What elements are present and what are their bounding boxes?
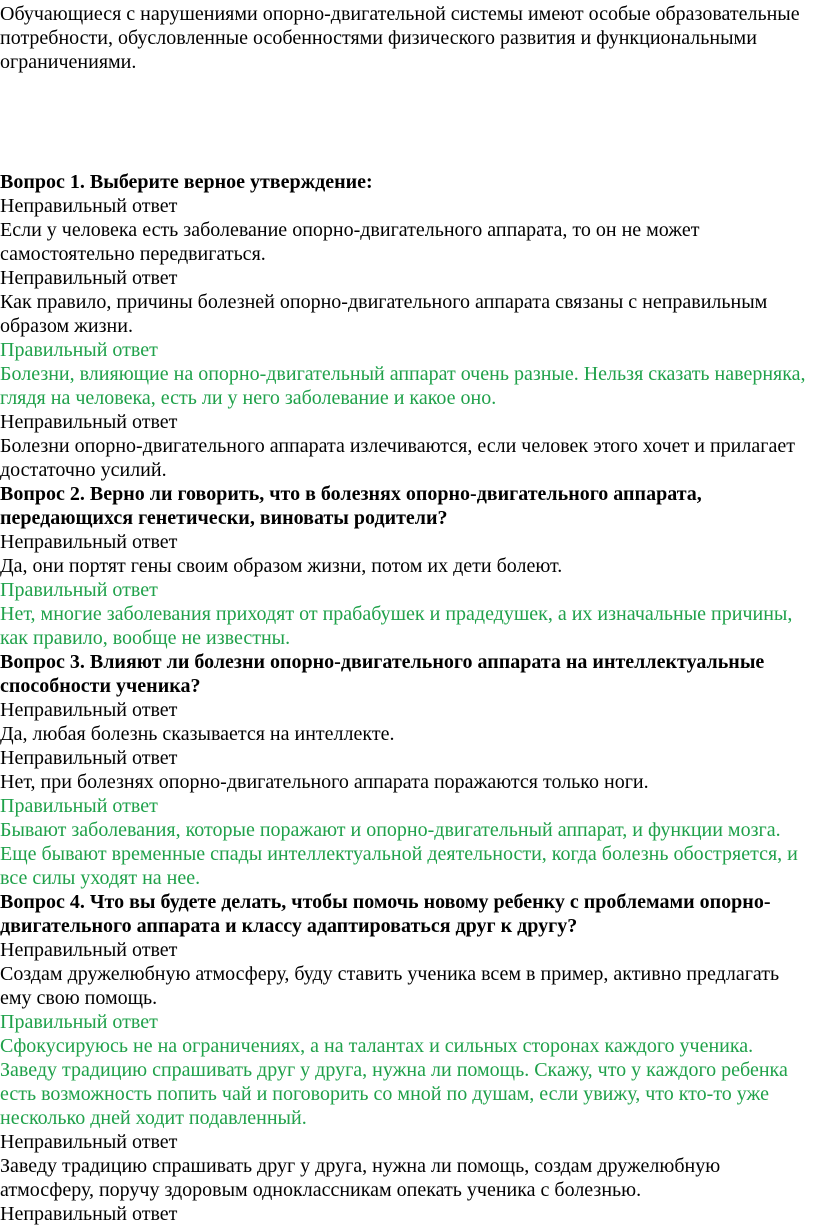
question-title: Вопрос 1. Выберите верное утверждение: (0, 171, 373, 193)
answer-text: Да, они портят гены своим образом жизни, потом их дети болеют. (0, 555, 563, 577)
question-block-2 (0, 482, 814, 650)
answer-label-incorrect: Неправильный ответ (0, 267, 178, 289)
answer-label-correct: Правильный ответ (0, 795, 158, 817)
answer-label-incorrect: Неправильный ответ (0, 531, 178, 553)
answer-text-correct: Нет, многие заболевания приходят от прабабушек и прадедушек, а их изначальные причины, как правило, вообще не известны. (0, 603, 793, 649)
document-page (0, 2, 814, 1226)
answer-label-correct: Правильный ответ (0, 579, 158, 601)
answer-text: Создам дружелюбную атмосферу, буду ставить ученика всем в пример, активно предлагать ему свою помощь. (0, 963, 780, 1009)
answer-label-correct: Правильный ответ (0, 339, 158, 361)
answer-text: Заведу традицию спрашивать друг у друга, нужна ли помощь, создам дружелюбную атмосферу, поручу здоровым одноклассникам опекать ученика с болезнью. (0, 1155, 721, 1201)
question-title: Вопрос 3. Влияют ли болезни опорно-двигательного аппарата на интеллектуальные способности ученика? (0, 651, 765, 697)
answer-label-correct: Правильный ответ (0, 1011, 158, 1033)
question-title: Вопрос 2. Верно ли говорить, что в болезнях опорно-двигательного аппарата, передающихся генетически, виноваты родители? (0, 483, 702, 529)
answer-text-correct: Бывают заболевания, которые поражают и опорно-двигательный аппарат, и функции мозга. Еще бывают временные спады интеллектуальной деятельности, когда болезнь обостряется, и все силы уходят на нее. (0, 819, 798, 889)
answer-label-incorrect: Неправильный ответ (0, 1203, 178, 1225)
spacer (0, 74, 814, 170)
question-block-4 (0, 890, 814, 1226)
answer-text-correct: Болезни, влияющие на опорно-двигательный аппарат очень разные. Нельзя сказать наверняка, глядя на человека, есть ли у него заболевание и какое оно. (0, 363, 806, 409)
answer-label-incorrect: Неправильный ответ (0, 1131, 178, 1153)
question-title: Вопрос 4. Что вы будете делать, чтобы помочь новому ребенку с проблемами опорно-двигательного аппарата и классу адаптироваться друг к другу? (0, 891, 771, 937)
intro-paragraph: Обучающиеся с нарушениями опорно-двигательной системы имеют особые образовательные потребности, обусловленные особенностями физического развития и функциональными ограничениями. (0, 3, 800, 73)
answer-text: Нет, при болезнях опорно-двигательного аппарата поражаются только ноги. (0, 771, 649, 793)
answer-label-incorrect: Неправильный ответ (0, 411, 178, 433)
answer-label-incorrect: Неправильный ответ (0, 747, 178, 769)
answer-text-correct: Сфокусируюсь не на ограничениях, а на талантах и сильных сторонах каждого ученика. Заведу традицию спрашивать друг у друга, нужна ли помощь. Скажу, что у каждого ребенка есть возможность попить чай и поговорить со мной по душам, если увижу, что кто-то уже несколько дней ходит подавленный. (0, 1035, 788, 1129)
answer-text: Как правило, причины болезней опорно-двигательного аппарата связаны с неправильным образом жизни. (0, 291, 768, 337)
answer-text: Болезни опорно-двигательного аппарата излечиваются, если человек этого хочет и прилагает достаточно усилий. (0, 435, 795, 481)
answer-label-incorrect: Неправильный ответ (0, 939, 178, 961)
question-block-3 (0, 650, 814, 890)
answer-text: Да, любая болезнь сказывается на интеллекте. (0, 723, 395, 745)
answer-label-incorrect: Неправильный ответ (0, 195, 178, 217)
answer-text: Если у человека есть заболевание опорно-двигательного аппарата, то он не может самостоятельно передвигаться. (0, 219, 700, 265)
answer-label-incorrect: Неправильный ответ (0, 699, 178, 721)
question-block-1 (0, 170, 814, 482)
